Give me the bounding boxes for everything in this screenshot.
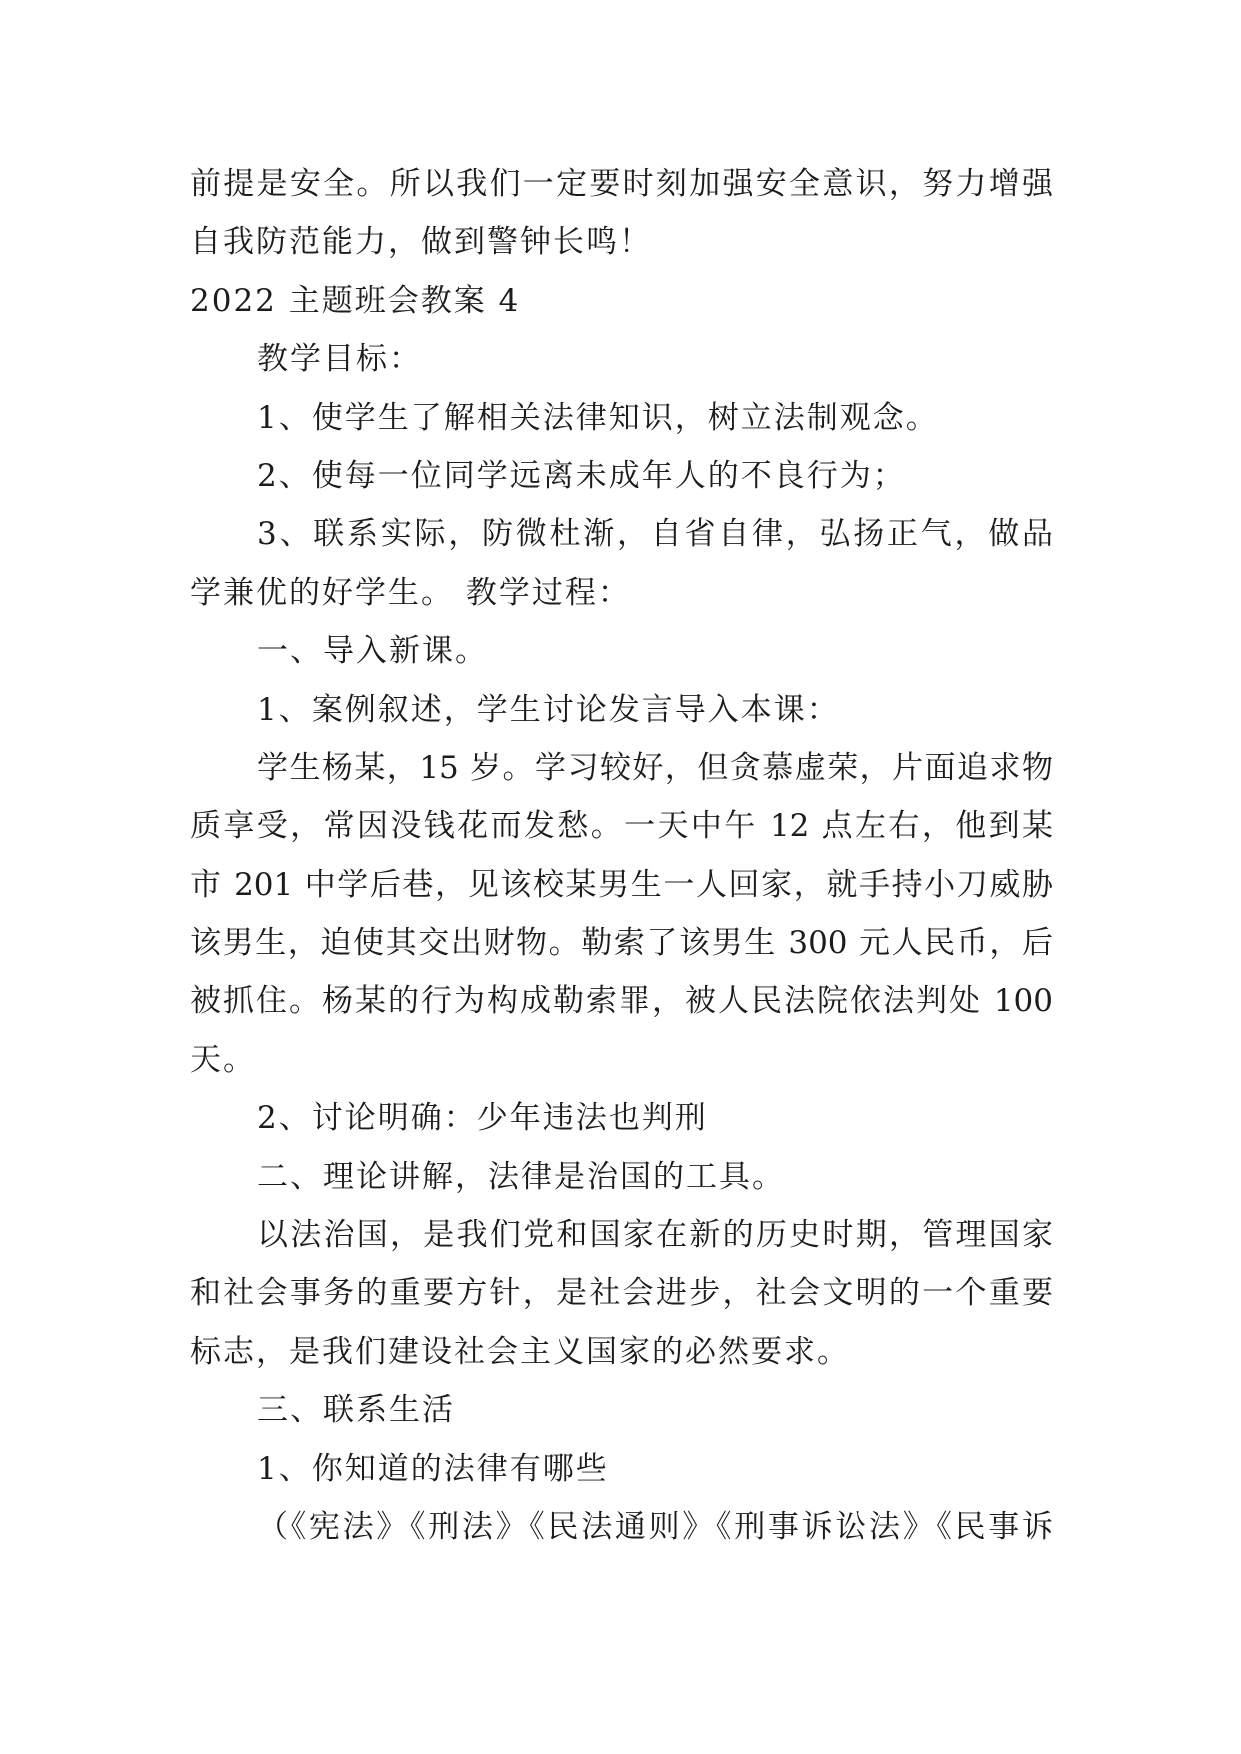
- text-line: 被抓住。杨某的行为构成勒索罪，被人民法院依法判处 100: [190, 983, 1053, 1020]
- list-item: 2、讨论明确：少年违法也判刑: [257, 1100, 708, 1137]
- text-line: 和社会事务的重要方针，是社会进步，社会文明的一个重要: [190, 1275, 1053, 1312]
- text-line: 市 201 中学后巷，见该校某男生一人回家，就手持小刀威胁: [190, 866, 1053, 903]
- list-item: 1、案例叙述，学生讨论发言导入本课：: [257, 691, 840, 728]
- list-item: 2、使每一位同学远离未成年人的不良行为；: [257, 457, 906, 494]
- subheading: 二、理论讲解，法律是治国的工具。: [257, 1158, 785, 1195]
- list-item: 3、联系实际，防微杜渐，自省自律，弘扬正气，做品: [257, 516, 1053, 553]
- text-line: 自我防范能力，做到警钟长鸣！: [190, 224, 652, 261]
- list-item: 1、你知道的法律有哪些: [257, 1450, 609, 1487]
- text-line: （《宪法》《刑法》《民法通则》《刑事诉讼法》《民事诉: [257, 1508, 1053, 1545]
- text-line: 以法治国，是我们党和国家在新的历史时期，管理国家: [257, 1217, 1053, 1254]
- text-line: 学生杨某，15 岁。学习较好，但贪慕虚荣，片面追求物: [257, 749, 1053, 786]
- text-line: 天。: [190, 1041, 256, 1078]
- text-line: 学兼优的好学生。 教学过程：: [190, 574, 631, 611]
- document-body: [190, 155, 1053, 1556]
- text-line: 前提是安全。所以我们一定要时刻加强安全意识，努力增强: [190, 166, 1053, 202]
- text-line: 质享受，常因没钱花而发愁。一天中午 12 点左右，他到某: [190, 808, 1053, 845]
- text-line: 标志，是我们建设社会主义国家的必然要求。: [190, 1333, 850, 1370]
- subheading: 三、联系生活: [257, 1392, 455, 1429]
- section-title: 2022 主题班会教案 4: [190, 282, 521, 319]
- subheading-teaching-goals: 教学目标：: [257, 341, 422, 378]
- subheading: 一、导入新课。: [257, 633, 488, 670]
- text-line: 该男生，迫使其交出财物。勒索了该男生 300 元人民币，后: [190, 925, 1053, 962]
- list-item: 1、使学生了解相关法律知识，树立法制观念。: [257, 399, 939, 436]
